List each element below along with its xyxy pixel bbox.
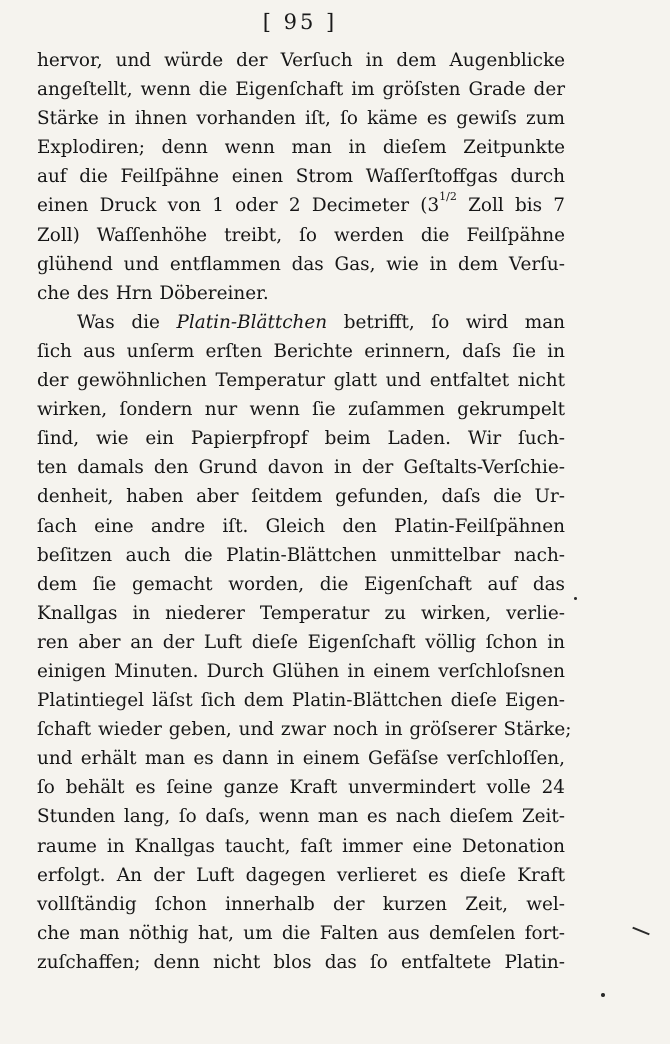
text-line: beſitzen auch die Platin-Blättchen unmittelbar nach- [37, 544, 565, 566]
text-segment: Was die [77, 311, 177, 333]
text-line: auf die Feilſpähne einen Strom Waſſerſtoffgas durch [37, 166, 565, 188]
body-text [37, 46, 572, 977]
text-line: wirken, ſondern nur wenn ſie zuſammen gekrumpelt [37, 399, 565, 421]
text-line: dem ſie gemacht worden, die Eigenſchaft auf das [37, 573, 565, 595]
text-line: erfolgt. An der Luft dagegen verlieret es dieſe Kraft [37, 864, 565, 886]
text-line: einigen Minuten. Durch Glühen in einem verſchloſsnen [37, 660, 565, 682]
text-line: raume in Knallgas taucht, faſt immer eine Detonation [37, 835, 565, 857]
text-segment: betrifft, ſo wird man [327, 311, 566, 333]
text-line: Stunden lang, ſo daſs, wenn man es nach dieſem Zeit- [37, 806, 565, 828]
text-line: Knallgas in niederer Temperatur zu wirken, verlie- [37, 602, 565, 624]
text-line: hervor, und würde der Verſuch in dem Augenblicke [37, 50, 565, 71]
text-line: vollſtändig ſchon innerhalb der kurzen Zeit, wel- [37, 893, 565, 915]
text-line: Explodiren; denn wenn man in dieſem Zeitpunkte [37, 137, 565, 159]
text-line: Stärke in ihnen vorhanden iſt, ſo käme es gewiſs zum [37, 108, 565, 130]
scan-mark [632, 927, 649, 936]
scan-mark [601, 993, 605, 997]
text-line: Platintiegel läſst ſich dem Platin-Blättchen dieſe Eigen- [37, 690, 565, 712]
text-line: denheit, haben aber ſeitdem gefunden, daſs die Ur- [37, 486, 565, 508]
text-line: che des Hrn Döbereiner. [37, 282, 269, 304]
text-line: zuſchaffen; denn nicht blos das ſo entfaltete Platin- [37, 951, 565, 973]
text-line: che man nöthig hat, um die Falten aus demſelen fort- [37, 922, 565, 944]
text-line: angeſtellt, wenn die Eigenſchaft im gröſsten Grade der [37, 79, 565, 101]
text-line: ſchaft wieder geben, und zwar noch in gröſserer Stärke; [37, 719, 572, 741]
text-line: ſo behält es ſeine ganze Kraft unvermindert volle 24 [37, 777, 565, 799]
text-line: ſach eine andre iſt. Gleich den Platin-Feilſpähnen [37, 515, 565, 537]
italic-term: Platin-Blättchen [176, 311, 328, 333]
text-line: ren aber an der Luft dieſe Eigenſchaft völlig ſchon in [37, 631, 565, 653]
text-line: und erhält man es dann in einem Gefäſse verſchloſſen, [37, 748, 565, 770]
scan-mark [574, 597, 577, 600]
text-line: Zoll) Waſſenhöhe treibt, ſo werden die Feilſpähne [37, 224, 565, 246]
text-line-with-fraction [37, 191, 565, 220]
text-line: der gewöhnlichen Temperatur glatt und entfaltet nicht [37, 370, 565, 392]
fraction: 1/2 [439, 190, 457, 204]
text-segment: Zoll bis 7 [456, 195, 565, 217]
page-number: [ 95 ] [262, 10, 338, 34]
text-line: ſind, wie ein Papierpfropf beim Laden. Wir ſuch- [37, 428, 565, 450]
text-line: ten damals den Grund davon in der Geſtalts-Verſchie- [37, 457, 565, 479]
text-segment: einen Druck von 1 oder 2 Decimeter (3 [37, 195, 440, 217]
text-line: glühend und entflammen das Gas, wie in dem Verſu- [37, 253, 565, 275]
paragraph-start-line [37, 308, 565, 337]
text-line: ſich aus unſerm erſten Berichte erinnern, daſs ſie in [37, 340, 565, 362]
